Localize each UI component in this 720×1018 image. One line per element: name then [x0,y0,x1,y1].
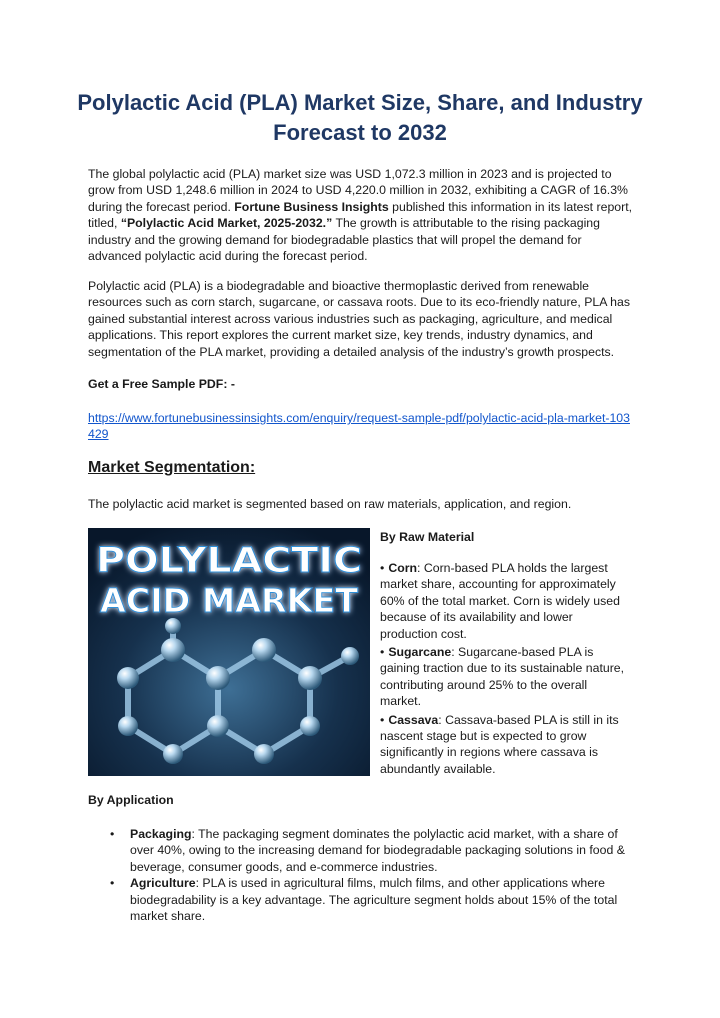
segmentation-heading: Market Segmentation: [88,459,256,476]
raw-material-heading: By Raw Material [380,530,475,544]
bullet-icon: • [110,827,115,841]
bullet-icon: • [380,561,385,575]
application-text: : The packaging segment dominates the polylactic acid market, with a share of over 40%, owing to the increasing demand for biodegradable packaging solutions in food & beverage, consumer goods, and e-commerce industries. [130,827,625,874]
publisher-name: Fortune Business Insights [234,199,389,214]
application-name: Agriculture [130,876,196,891]
application-item-packaging [110,826,636,875]
intro-text-2: published this information in its latest report, titled, [88,199,633,231]
bullet-icon: • [380,645,385,660]
sample-pdf-link[interactable]: https://www.fortunebusinessinsights.com/enquiry/request-sample-pdf/polylactic-acid-pla-market-103429 [88,411,630,442]
raw-material-text: : Corn-based PLA holds the largest market share, accounting for approximately 60% of the total market. Corn is widely used because of its availability and lower production cost. [380,561,620,641]
bullet-icon: • [110,876,115,891]
raw-material-text: : Cassava-based PLA is still in its nascent stage but is expected to grow significantly in regions where cassava is abundantly available. [380,712,619,776]
raw-material-item-sugarcane [380,644,630,710]
raw-material-section [380,528,630,779]
free-sample-label: Get a Free Sample PDF: - [88,377,235,391]
application-name: Packaging [130,827,192,841]
raw-material-name: Sugarcane [388,645,452,660]
intro-paragraph [88,166,636,264]
hero-title-line1: POLYLACTIC [96,541,362,581]
raw-material-item-cassava [380,712,630,778]
application-text: : PLA is used in agricultural films, mulch films, and other applications where biodegradability is a key advantage. The agriculture segment holds about 15% of the total market share. [130,876,618,924]
raw-material-name: Cassava [388,712,439,727]
application-list [110,826,636,924]
application-item-agriculture [110,875,636,924]
raw-material-text: : Sugarcane-based PLA is gaining traction due to its sustainable nature, contributing around 25% to the overall market. [380,645,625,709]
raw-material-name: Corn [388,561,418,575]
raw-material-item-corn [380,560,630,642]
application-heading: By Application [88,793,174,807]
polylactic-acid-market-image [88,528,370,776]
page-title: Polylactic Acid (PLA) Market Size, Share, and Industry Forecast to 2032 [77,90,643,145]
intro-text-1: The global polylactic acid (PLA) market size was USD 1,072.3 million in 2023 and is projected to grow from USD 1,248.6 million in 2024 to USD 4,220.0 million in 2032, exhibiting a CAGR of 16.3% during the forecast period. [88,167,628,214]
intro-text-3: The growth is attributable to the rising packaging industry and the growing demand for biodegradable plastics that will propel the demand for advanced polylactic acid during the forecast period. [88,216,600,264]
overview-paragraph: Polylactic acid (PLA) is a biodegradable and bioactive thermoplastic derived from renewable resources such as corn starch, sugarcane, or cassava roots. Due to its eco-friendly nature, PLA has gained substantial interest across various industries such as packaging, agriculture, and medical applications. This report explores the current market size, key trends, industry dynamics, and segmentation of the PLA market, providing a detailed analysis of the industry’s growth prospects. [88,279,631,359]
hero-title-line2: ACID MARKET [100,581,359,620]
report-title: “Polylactic Acid Market, 2025-2032.” [120,216,333,231]
bullet-icon: • [380,712,385,727]
segmentation-intro: The polylactic acid market is segmented based on raw materials, application, and region. [88,497,572,511]
